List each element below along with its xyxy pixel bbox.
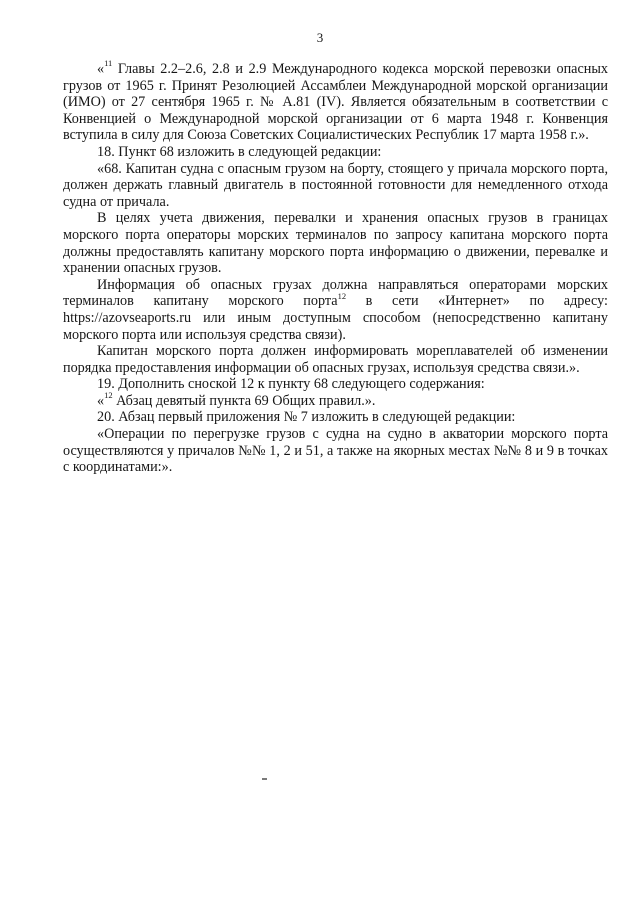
paragraph-annex-7: «Операции по перегрузке грузов с судна на судно в акватории морского порта осуществляются у причалов №№ 1, 2 и 51, а также на якорных местах №№ 8 и 9 в точках с координатами:». xyxy=(63,426,608,476)
footnote-marker: 11 xyxy=(104,58,113,69)
paragraph-dangerous-goods-information xyxy=(63,277,608,343)
item-18: 18. Пункт 68 изложить в следующей редакции: xyxy=(97,143,382,160)
footnote-marker: 12 xyxy=(104,390,113,401)
paragraph-harbour-master-informs: Капитан морского порта должен информировать мореплавателей об изменении порядка предоставления информации об опасных грузах, используя средства связи.». xyxy=(63,343,608,376)
footnote-11-text xyxy=(63,58,608,144)
item-20: 20. Абзац первый приложения № 7 изложить в следующей редакции: xyxy=(97,409,516,426)
scan-artifact xyxy=(262,778,267,780)
paragraph-text: Абзац девятый пункта 69 Общих правил.». xyxy=(112,392,376,409)
item-19: 19. Дополнить сноской 12 к пункту 68 следующего содержания: xyxy=(97,376,485,393)
opening-quote: « xyxy=(97,61,105,77)
opening-quote: « xyxy=(97,392,105,409)
footnote-marker: 12 xyxy=(337,290,347,301)
document-body xyxy=(63,58,608,476)
paragraph-text: Информация об опасных грузах должна направляться операторами морских терминалов капитану морского порта xyxy=(63,276,608,310)
paragraph-text: Главы 2.2–2.6, 2.8 и 2.9 Международного кодекса морской перевозки опасных грузов от 1965 г. Принят Резолюцией Ассамблеи Международной морской организации (ИМО) от 27 сентября 1965 г. № А.81 (IV). Является обязательным в соответствии с Конвенцией о Международной морской организации от 6 марта 1948 г. Конвенция вступила в силу для Союза Советских Социалистических Республик 17 марта 1958 г.». xyxy=(63,61,608,144)
paragraph-text-continued: в сети «Интернет» по адресу: https://azovseaports.ru или иным доступным способом (непосредственно капитану морского порта или используя средства связи). xyxy=(63,293,608,343)
paragraph-dangerous-goods-accounting: В целях учета движения, перевалки и хранения опасных грузов в границах морского порта операторы морских терминалов по запросу капитана морского порта должны предоставлять капитану морского порта информацию о движении, перевалке и хранении опасных грузов. xyxy=(63,210,608,277)
page-number: 3 xyxy=(316,30,324,45)
paragraph-68: «68. Капитан судна с опасным грузом на борту, стоящего у причала морского порта, должен держать главный двигатель в постоянной готовности для немедленного отхода судна от причала. xyxy=(63,160,608,210)
footnote-12-text xyxy=(63,390,608,410)
